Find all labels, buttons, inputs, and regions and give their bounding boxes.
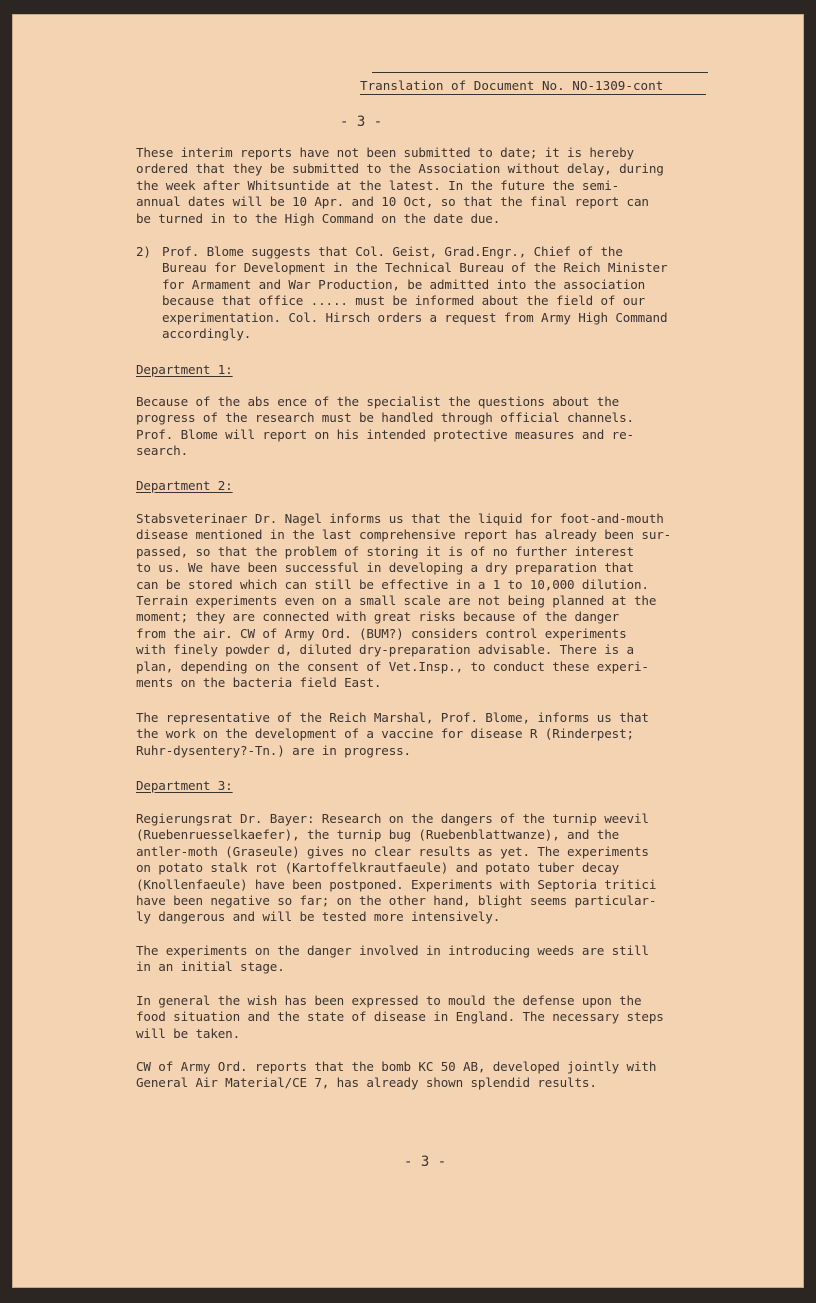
department-1-text xyxy=(136,394,736,460)
page-number-top: - 3 - xyxy=(340,114,383,130)
department-3-text-b xyxy=(136,943,736,976)
text-line: The representative of the Reich Marshal, Prof. Blome, informs us that xyxy=(136,710,649,725)
document-title: Translation of Document No. NO-1309-cont xyxy=(360,78,706,95)
text-line: in an initial stage. xyxy=(136,959,285,975)
text-line: The experiments on the danger involved in introducing weeds are still xyxy=(136,943,649,958)
text-line: Ruhr-dysentery?-Tn.) are in progress. xyxy=(136,742,411,758)
text-line: progress of the research must be handled through official channels. xyxy=(136,410,634,426)
item-text xyxy=(162,244,736,342)
text-line: the work on the development of a vaccine for disease R (Rinderpest; xyxy=(136,726,634,742)
text-line: ments on the bacteria field East. xyxy=(136,675,382,691)
text-line: experimentation. Col. Hirsch orders a request from Army High Command xyxy=(162,309,668,325)
text-line: Stabsveterinaer Dr. Nagel informs us that the liquid for foot-and-mouth xyxy=(136,511,664,526)
header-top-rule xyxy=(372,72,708,73)
text-line: Prof. Blome suggests that Col. Geist, Grad.Engr., Chief of the xyxy=(162,244,623,259)
text-line: antler-moth (Graseule) gives no clear results as yet. The experiments xyxy=(136,843,649,859)
department-1-heading: Department 1: xyxy=(136,362,233,377)
text-line: Bureau for Development in the Technical Bureau of the Reich Minister xyxy=(162,260,668,276)
page-number-bottom: - 3 - xyxy=(404,1154,447,1170)
text-line: In general the wish has been expressed to mould the defense upon the xyxy=(136,993,642,1008)
text-line: General Air Material/CE 7, has already shown splendid results. xyxy=(136,1075,597,1091)
text-line: the week after Whitsuntide at the latest. In the future the semi- xyxy=(136,177,620,193)
text-line: for Armament and War Production, be admitted into the association xyxy=(162,276,646,292)
paragraph-interim-reports xyxy=(136,145,736,227)
text-line: plan, depending on the consent of Vet.Insp., to conduct these experi- xyxy=(136,658,649,674)
text-line: have been negative so far; on the other hand, blight seems particular- xyxy=(136,893,657,909)
item-number: 2) xyxy=(136,244,151,259)
text-line: on potato stalk rot (Kartoffelkrautfaeule) and potato tuber decay xyxy=(136,860,620,876)
text-line: from the air. CW of Army Ord. (BUM?) considers control experiments xyxy=(136,625,627,641)
text-line: These interim reports have not been submitted to date; it is hereby xyxy=(136,145,634,160)
department-2-text-a xyxy=(136,511,736,691)
department-3-text-a xyxy=(136,811,736,926)
department-2-heading: Department 2: xyxy=(136,478,233,493)
text-line: (Knollenfaeule) have been postponed. Experiments with Septoria tritici xyxy=(136,876,657,892)
text-line: Prof. Blome will report on his intended protective measures and re- xyxy=(136,426,634,442)
text-line: can be stored which can still be effective in a 1 to 10,000 dilution. xyxy=(136,576,649,592)
text-line: be turned in to the High Command on the date due. xyxy=(136,210,501,226)
text-line: Regierungsrat Dr. Bayer: Research on the dangers of the turnip weevil xyxy=(136,811,649,826)
text-line: ly dangerous and will be tested more intensively. xyxy=(136,909,501,925)
text-line: food situation and the state of disease in England. The necessary steps xyxy=(136,1009,664,1025)
department-3-heading: Department 3: xyxy=(136,778,233,793)
text-line: CW of Army Ord. reports that the bomb KC 50 AB, developed jointly with xyxy=(136,1059,657,1074)
department-3-text-c xyxy=(136,993,736,1042)
text-line: will be taken. xyxy=(136,1025,241,1041)
text-line: ordered that they be submitted to the Association without delay, during xyxy=(136,161,664,177)
text-line: Because of the abs ence of the specialist the questions about the xyxy=(136,394,620,409)
text-line: annual dates will be 10 Apr. and 10 Oct, so that the final report can xyxy=(136,194,649,210)
text-line: moment; they are connected with great risks because of the danger xyxy=(136,609,620,625)
text-line: accordingly. xyxy=(162,326,252,342)
text-line: to us. We have been successful in developing a dry preparation that xyxy=(136,560,634,576)
department-2-text-b xyxy=(136,710,736,759)
text-line: (Ruebenruesselkaefer), the turnip bug (Ruebenblattwanze), and the xyxy=(136,827,620,843)
text-line: passed, so that the problem of storing it is of no further interest xyxy=(136,543,634,559)
document-page xyxy=(12,14,804,1288)
text-line: because that office ..... must be informed about the field of our xyxy=(162,293,646,309)
text-line: with finely powder d, diluted dry-preparation advisable. There is a xyxy=(136,642,634,658)
text-line: search. xyxy=(136,443,189,459)
text-line: Terrain experiments even on a small scale are not being planned at the xyxy=(136,593,657,609)
department-3-text-d xyxy=(136,1059,736,1092)
text-line: disease mentioned in the last comprehensive report has already been sur- xyxy=(136,527,672,543)
